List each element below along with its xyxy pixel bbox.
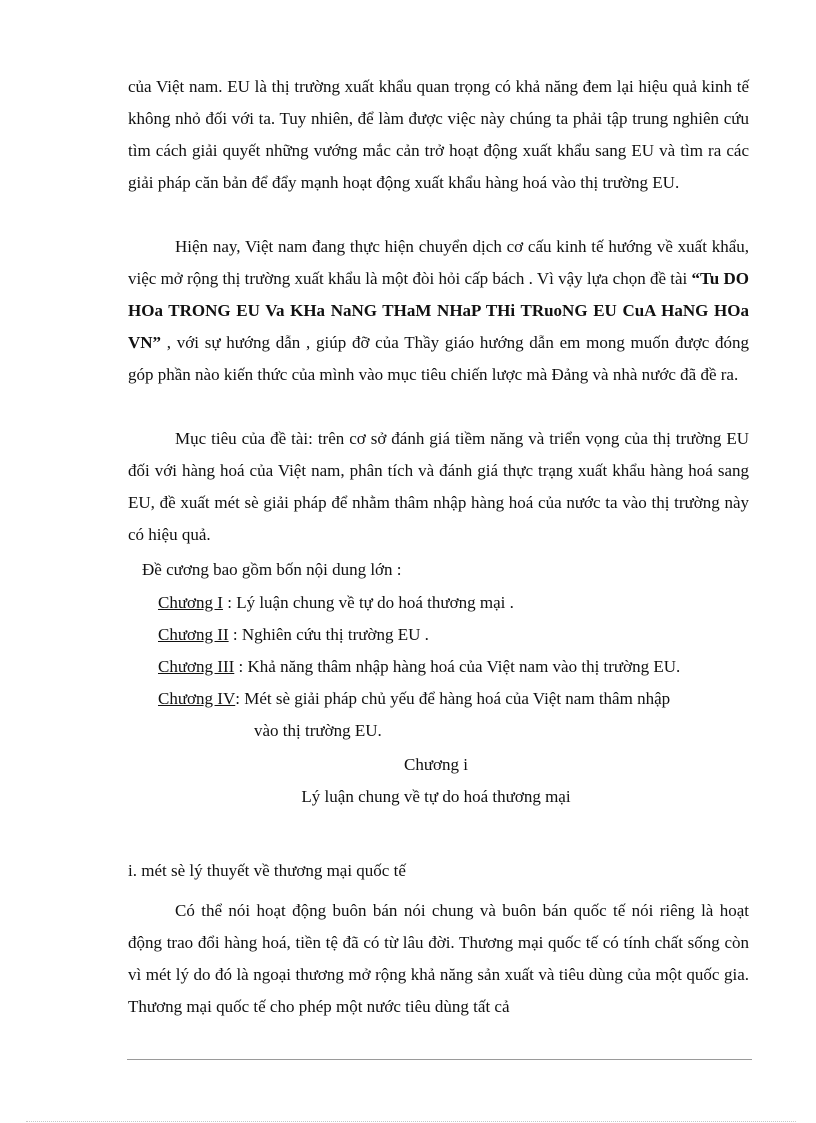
outline-item-chapter-1 <box>158 587 750 619</box>
outline-item-chapter-4 <box>158 683 750 715</box>
paragraph-topic-text-before: Hiện nay, Việt nam đang thực hiện chuyển dịch cơ cấu kinh tế hướng về xuất khẩu, việc mở rộng thị trường xuất khẩu là một đòi hỏi cấp bách . Vì vậy lựa chọn đề tài <box>128 237 749 288</box>
chapter-description-continuation: vào thị trường EU. <box>254 721 382 740</box>
outline-intro: Đề cương bao gồm bốn nội dung lớn : <box>142 560 402 579</box>
chapter-separator: : <box>235 689 245 708</box>
chapter-separator: : <box>234 657 248 676</box>
section-heading: i. mét sè lý thuyết về thương mại quốc tế <box>128 861 406 880</box>
chapter-separator: : <box>222 593 237 612</box>
chapter-label: Chương III <box>158 657 235 676</box>
paragraph-trade-theory: Có thể nói hoạt động buôn bán nói chung và buôn bán quốc tế nói riêng là hoạt động trao đổi hàng hoá, tiền tệ đã có từ lâu đời. Thương mại quốc tế có tính chất sống còn vì mét lý do đó là ngoại thương mở rộng khả năng sản xuất và tiêu dùng của một quốc gia. Thương mại quốc tế cho phép một nước tiêu dùng tất cả <box>128 901 749 1016</box>
paragraph-intro-continuation: của Việt nam. EU là thị trường xuất khẩu quan trọng có khả năng đem lại hiệu quả kinh tế không nhỏ đối với ta. Tuy nhiên, để làm được việc này chúng ta phải tập trung nghiên cứu tìm cách giải quyết những vướng mắc cản trở hoạt động xuất khẩu sang EU và tìm ra các giải pháp căn bản để đẩy mạnh hoạt động xuất khẩu hàng hoá vào thị trường EU. <box>128 77 749 192</box>
chapter-separator: : <box>228 625 242 644</box>
chapter-description: Mét sè giải pháp chủ yếu để hàng hoá của Việt nam thâm nhập <box>244 689 671 708</box>
chapter-label: Chương II <box>158 625 229 644</box>
chapter-description: Nghiên cứu thị trường EU . <box>241 625 429 644</box>
chapter-description: Lý luận chung về tự do hoá thương mại . <box>236 593 514 612</box>
paragraph-topic-selection <box>128 231 749 391</box>
thesis-title: “Tu DO HOa TRONG EU Va KHa NaNG THaM NHaP THi TRuoNG EU CuA HaNG HOa VN” <box>128 269 750 352</box>
paragraph-objective: Mục tiêu của đề tài: trên cơ sở đánh giá tiềm năng và triển vọng của thị trường EU đối với hàng hoá của Việt nam, phân tích và đánh giá thực trạng xuất khẩu hàng hoá sang EU, đề xuất mét sè giải pháp để nhằm thâm nhập hàng hoá của nước ta vào thị trường này có hiệu quả. <box>128 429 749 544</box>
chapter-label: Chương IV <box>158 689 236 708</box>
chapter-number-heading: Chương i <box>403 755 468 774</box>
chapter-title-heading: Lý luận chung về tự do hoá thương mại <box>301 787 571 806</box>
outline-item-chapter-3 <box>158 651 750 683</box>
chapter-description: Khả năng thâm nhập hàng hoá của Việt nam vào thị trường EU. <box>247 657 681 676</box>
outline-item-chapter-2 <box>158 619 750 651</box>
footer-divider <box>127 1059 752 1060</box>
chapter-label: Chương I <box>158 593 223 612</box>
page-bottom-edge <box>26 1121 796 1122</box>
paragraph-topic-text-after: , với sự hướng dẫn , giúp đỡ của Thầy giáo hướng dẫn em mong muốn được đóng góp phần nào kiến thức của mình vào mục tiêu chiến lược mà Đảng và nhà nước đã đề ra. <box>128 333 749 384</box>
